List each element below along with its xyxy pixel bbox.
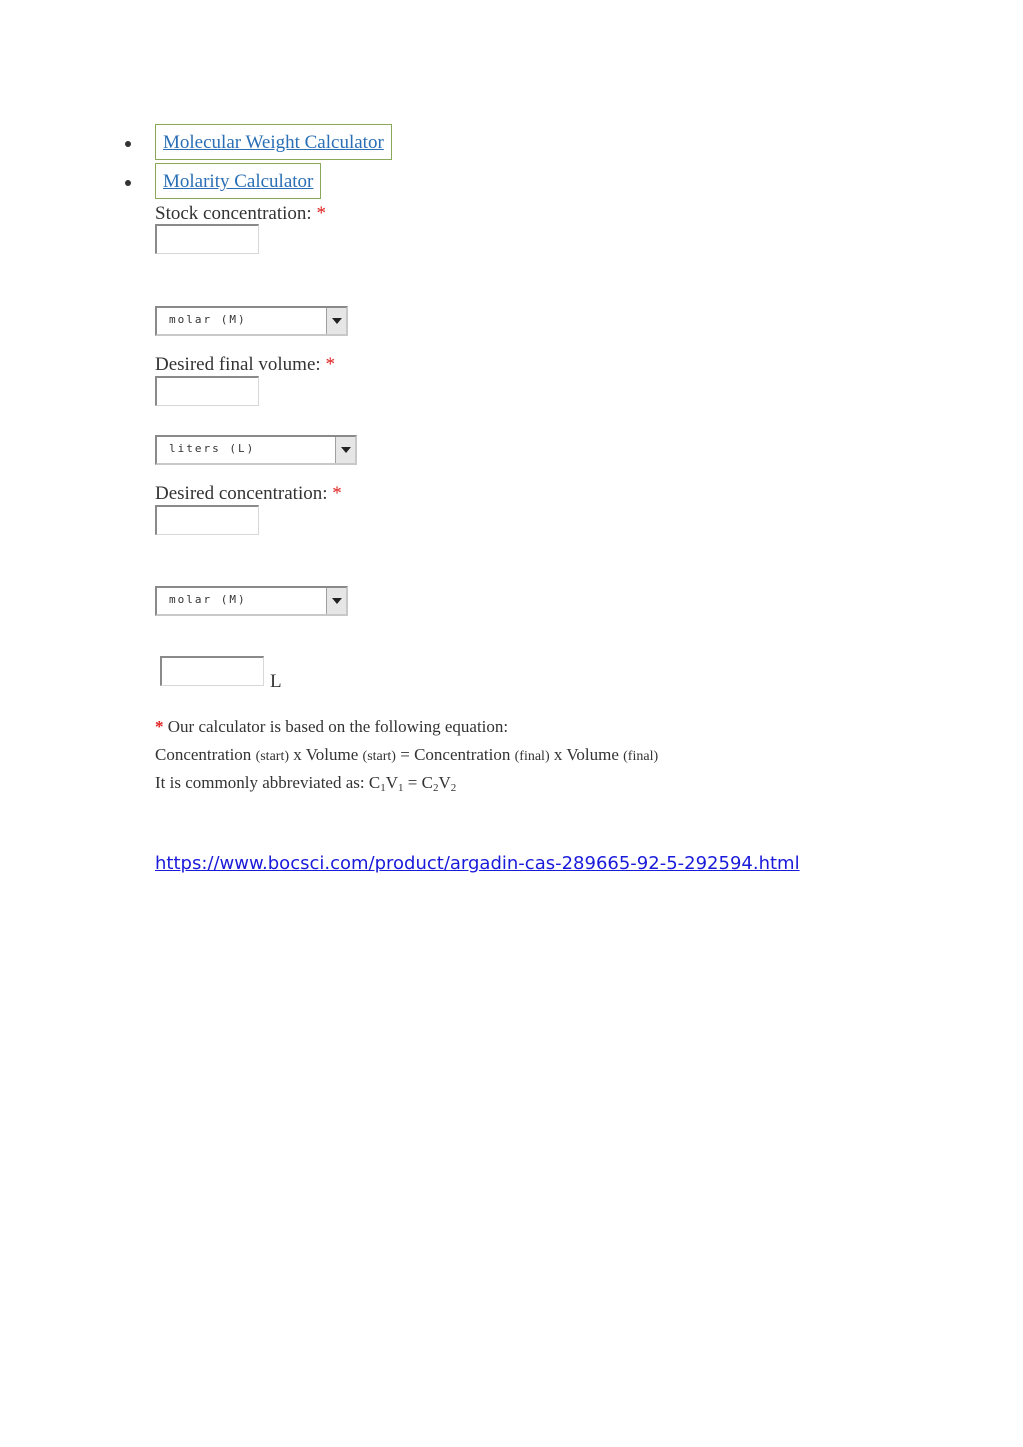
dropdown-button[interactable] [326,588,346,614]
eq-start: (start) [255,749,289,764]
abbrev-equals: = [407,773,418,792]
desired-concentration-label [155,483,342,505]
stock-concentration-label-text: Stock concentration: [155,203,312,224]
stock-concentration-label [155,203,326,225]
eq-volume: Volume [566,745,619,764]
eq-concentration: Concentration [414,745,511,764]
abbrev-sub: 1 [380,782,386,794]
eq-final: (final) [514,749,550,764]
final-volume-input[interactable] [155,376,259,406]
equation-note [155,717,508,737]
result-volume-input[interactable] [160,656,264,686]
abbreviation-line [155,773,456,798]
required-asterisk: * [155,717,164,736]
desired-concentration-label-text: Desired concentration: [155,483,328,504]
product-url-link[interactable]: https://www.bocsci.com/product/argadin-cas-289665-92-5-292594.html [155,853,800,874]
abbrev-v: V [438,773,451,792]
eq-final: (final) [623,749,659,764]
abbrev-sub: 2 [450,782,457,794]
chevron-down-icon [332,598,342,604]
list-bullet [125,180,131,186]
abbrev-sub: 1 [398,782,404,794]
desired-concentration-input[interactable] [155,505,259,535]
abbrev-prefix: It is commonly abbreviated as: [155,773,365,792]
abbrev-sub: 2 [432,782,439,794]
final-volume-unit-value: liters (L) [169,442,256,455]
eq-volume: Volume [305,745,359,764]
equation-line [155,745,658,767]
abbrev-formula [369,773,456,792]
desired-concentration-unit-select[interactable] [155,586,348,616]
stock-concentration-input[interactable] [155,224,259,254]
stock-concentration-unit-value: molar (M) [169,313,247,326]
required-asterisk: * [325,354,335,375]
equation-intro: Our calculator is based on the following equation: [167,717,509,736]
dropdown-button[interactable] [326,308,346,334]
desired-concentration-unit-value: molar (M) [169,593,247,606]
chevron-down-icon [332,318,342,324]
molarity-calculator-link[interactable]: Molarity Calculator [155,163,321,199]
dropdown-button[interactable] [335,437,355,463]
list-bullet [125,141,131,147]
chevron-down-icon [341,447,351,453]
stock-concentration-unit-select[interactable] [155,306,348,336]
final-volume-unit-select[interactable] [155,435,357,465]
required-asterisk: * [332,483,342,504]
eq-times: x [553,745,563,764]
abbrev-c: C [368,773,381,792]
final-volume-label-text: Desired final volume: [155,354,321,375]
eq-start: (start) [362,749,396,764]
final-volume-label [155,354,335,376]
eq-times: x [293,745,302,764]
required-asterisk: * [316,203,326,224]
eq-equals: = [400,745,410,764]
result-unit-label: L [270,671,282,692]
abbrev-c: C [421,773,433,792]
molecular-weight-calculator-link[interactable]: Molecular Weight Calculator [155,124,392,160]
abbrev-v: V [385,773,398,792]
eq-concentration: Concentration [155,745,252,764]
